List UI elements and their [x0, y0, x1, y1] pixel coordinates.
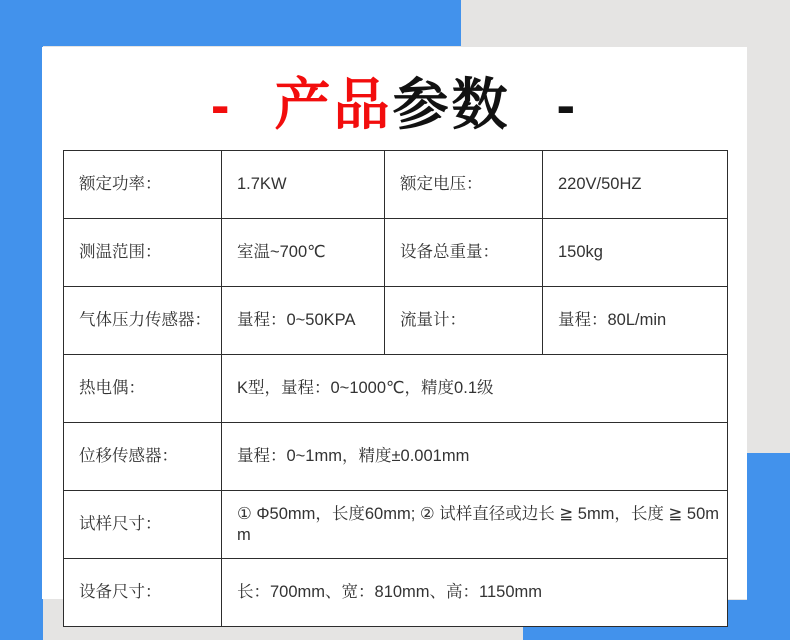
product-parameters-card — [42, 47, 747, 599]
spec-value: 220V/50HZ — [543, 151, 728, 219]
title-right-dash: - — [556, 73, 579, 136]
spec-value: 量程：0~50KPA — [222, 287, 385, 355]
spec-value: 量程：0~1mm，精度±0.001mm — [222, 423, 728, 491]
title-left-dash: - — [210, 73, 233, 136]
spec-label: 流量计： — [385, 287, 543, 355]
spec-row-sample-size — [64, 491, 728, 559]
spec-row-device-size — [64, 559, 728, 627]
top-blue-bar — [0, 0, 461, 46]
spec-label: 位移传感器： — [64, 423, 222, 491]
spec-value: 室温~700℃ — [222, 219, 385, 287]
spec-value: 量程：80L/min — [543, 287, 728, 355]
spec-label: 设备总重量： — [385, 219, 543, 287]
spec-label: 额定功率： — [64, 151, 222, 219]
spec-table — [63, 150, 728, 627]
title-red-text: 产品 — [274, 73, 393, 136]
spec-row-rated-power — [64, 151, 728, 219]
spec-label: 气体压力传感器： — [64, 287, 222, 355]
title-black-text: 参数 — [392, 73, 511, 136]
spec-value: K型，量程：0~1000℃，精度0.1级 — [222, 355, 728, 423]
spec-label: 热电偶： — [64, 355, 222, 423]
spec-row-temp-range — [64, 219, 728, 287]
spec-row-thermocouple — [64, 355, 728, 423]
spec-label: 测温范围： — [64, 219, 222, 287]
spec-value: ① Φ50mm，长度60mm; ② 试样直径或边长 ≧ 5mm，长度 ≧ 50mm — [222, 491, 728, 559]
spec-label: 额定电压： — [385, 151, 543, 219]
left-blue-strip — [0, 0, 43, 640]
spec-label: 设备尺寸： — [64, 559, 222, 627]
spec-row-displacement-sensor — [64, 423, 728, 491]
spec-value: 长：700mm、宽：810mm、高：1150mm — [222, 559, 728, 627]
spec-row-gas-pressure-sensor — [64, 287, 728, 355]
page-title — [42, 65, 747, 145]
spec-value: 150kg — [543, 219, 728, 287]
spec-value: 1.7KW — [222, 151, 385, 219]
spec-label: 试样尺寸： — [64, 491, 222, 559]
